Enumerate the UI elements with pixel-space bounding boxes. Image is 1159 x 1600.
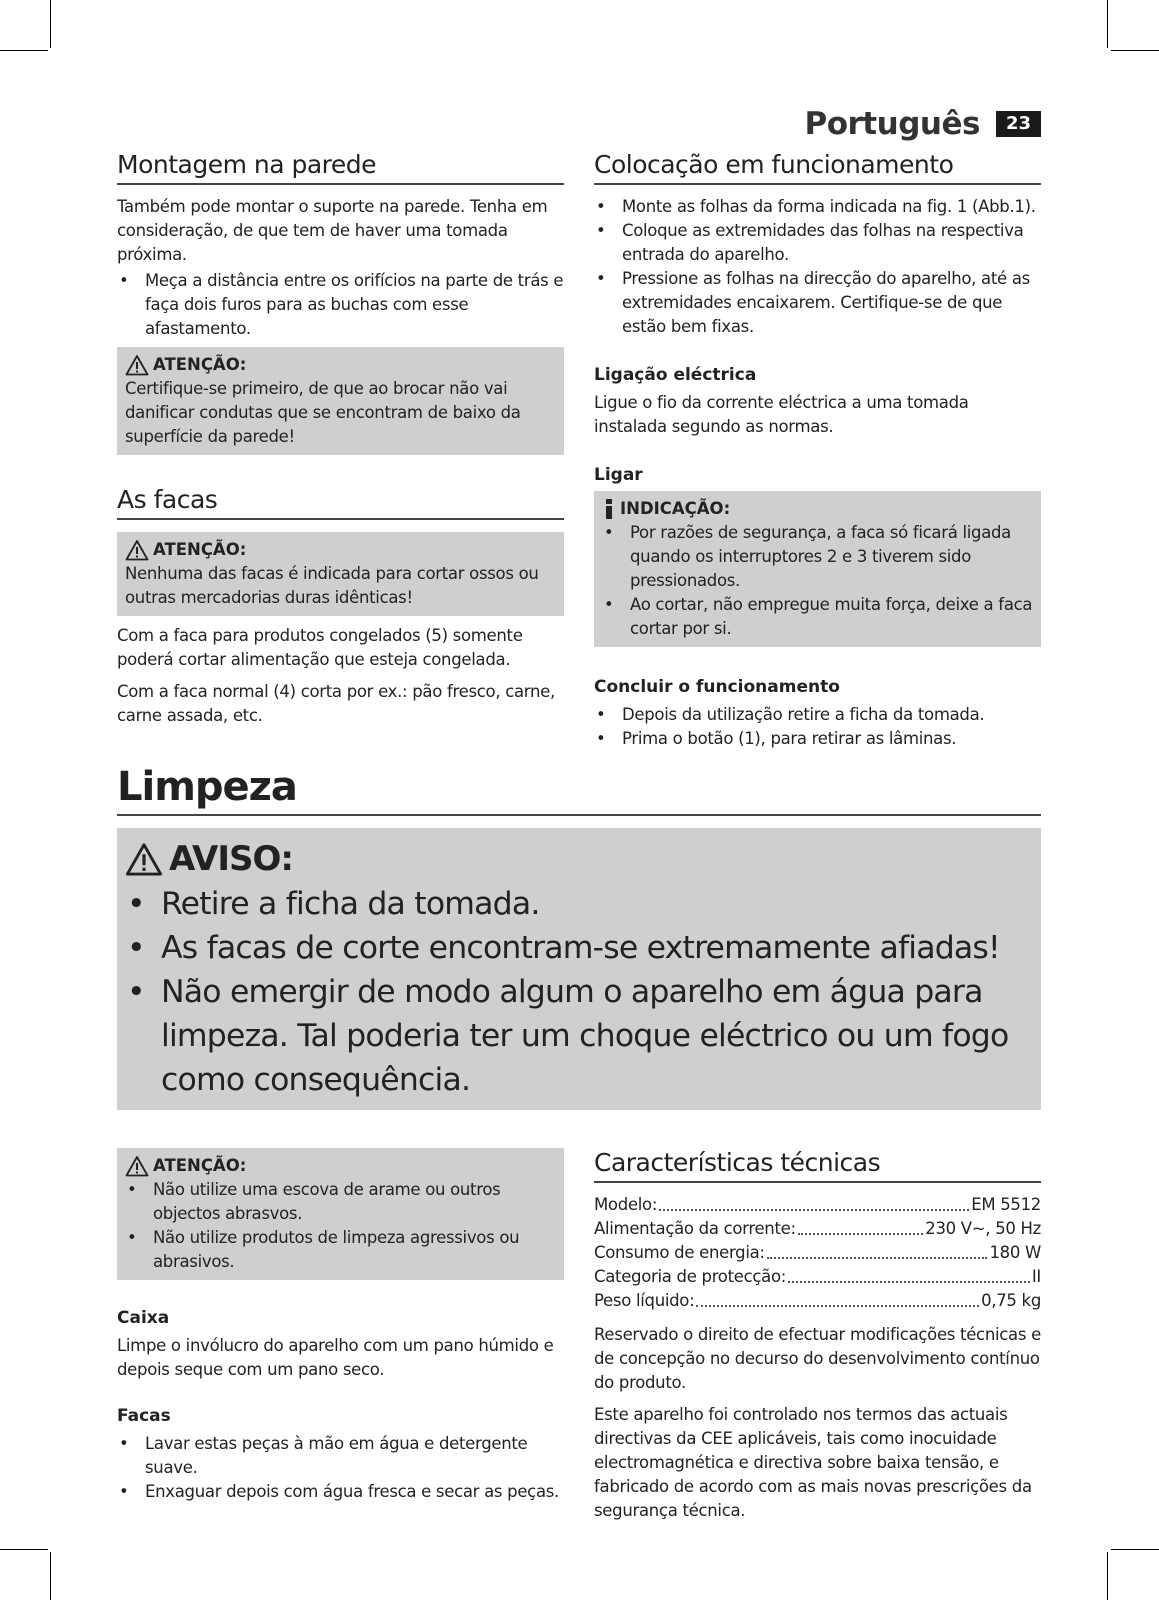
warning-triangle-icon	[125, 1155, 149, 1177]
list-item: • Meça a distância entre os orifícios na parte de trás e faça dois furos para as buchas com esse afastamento.	[117, 269, 564, 341]
warning-triangle-icon	[125, 354, 149, 376]
warning-text: Certifique-se primeiro, de que ao brocar não vai danificar condutas que se encontram de baixo da superfície da parede!	[125, 379, 521, 446]
spec-label: Modelo:	[594, 1195, 658, 1214]
spec-row	[594, 1265, 1041, 1289]
warning-label: ATENÇÃO:	[153, 540, 247, 559]
aviso-label: AVISO:	[169, 839, 293, 879]
list-item: • Pressione as folhas na direcção do aparelho, até as extremidades encaixarem. Certifique-se de que estão bem fixas.	[594, 267, 1041, 339]
spec-label: Peso líquido:	[594, 1291, 695, 1310]
warning-label: ATENÇÃO:	[153, 355, 247, 374]
aviso-title	[125, 836, 1031, 882]
spec-label: Alimentação da corrente:	[594, 1219, 796, 1238]
section-title-specs: Características técnicas	[594, 1148, 1041, 1183]
finish-list	[594, 703, 1041, 751]
list-item: • Não utilize produtos de limpeza agressivos ou abrasivos.	[125, 1226, 556, 1274]
list-item: • Lavar estas peças à mão em água e detergente suave.	[117, 1432, 564, 1480]
list-item: • Prima o botão (1), para retirar as lâminas.	[594, 727, 1041, 751]
list-item: • Enxaguar depois com água fresca e secar as peças.	[117, 1480, 564, 1504]
page-number: 23	[996, 111, 1041, 137]
warning-triangle-icon	[125, 841, 163, 877]
list-item: • Não utilize uma escova de arame ou outros objectos abrasvos.	[125, 1178, 556, 1226]
spec-row	[594, 1289, 1041, 1313]
warning-box-wall	[117, 347, 564, 455]
housing-text: Limpe o invólucro do aparelho com um pano húmido e depois seque com um pano seco.	[117, 1336, 554, 1379]
language-title: Português	[804, 106, 980, 142]
crop-mark	[50, 0, 51, 48]
list-item: • Monte as folhas da forma indicada na fig. 1 (Abb.1).	[594, 195, 1041, 219]
warning-title	[125, 538, 556, 562]
list-item: • Retire a ficha da tomada.	[125, 882, 1031, 926]
spec-row	[594, 1241, 1041, 1265]
section-title-wall-mount: Montagem na parede	[117, 150, 564, 185]
note-title	[602, 497, 1033, 521]
warning-box-knives	[117, 532, 564, 616]
spec-label: Consumo de energia:	[594, 1243, 765, 1262]
operation-list	[594, 195, 1041, 339]
aviso-box	[117, 828, 1041, 1110]
crop-mark	[1111, 1549, 1159, 1550]
list-item: • Por razões de segurança, a faca só ficará ligada quando os interruptores 2 e 3 tiverem sido pressionados.	[602, 521, 1033, 593]
specs-paragraph-1: Reservado o direito de efectuar modificações técnicas e de concepção no decurso do desenvolvimento contínuo do produto.	[594, 1325, 1041, 1392]
right-top-column	[594, 150, 1041, 751]
knives-paragraph-1: Com a faca para produtos congelados (5) somente poderá cortar alimentação que esteja congelada.	[117, 626, 523, 669]
crop-mark	[1111, 50, 1159, 51]
spec-value: II	[1031, 1267, 1041, 1286]
crop-mark	[1107, 0, 1108, 48]
spec-value: 0,75 kg	[981, 1291, 1041, 1310]
spec-row	[594, 1193, 1041, 1217]
wall-mount-intro: Também pode montar o suporte na parede. Tenha em consideração, de que tem de haver uma tomada próxima.	[117, 197, 548, 264]
list-item: • Coloque as extremidades das folhas na respectiva entrada do aparelho.	[594, 219, 1041, 267]
list-item: • Depois da utilização retire a ficha da tomada.	[594, 703, 1041, 727]
left-top-column	[117, 150, 564, 728]
subsection-title-switch-on: Ligar	[594, 465, 643, 485]
knives-paragraph-2: Com a faca normal (4) corta por ex.: pão fresco, carne, carne assada, etc.	[117, 682, 555, 725]
warning-list	[125, 1178, 556, 1274]
specs-table	[594, 1193, 1041, 1313]
crop-mark	[50, 1552, 51, 1600]
wall-mount-list	[117, 269, 564, 341]
section-title-operation: Colocação em funcionamento	[594, 150, 1041, 185]
warning-title	[125, 1154, 556, 1178]
spec-value: 180 W	[989, 1243, 1041, 1262]
note-list	[602, 521, 1033, 641]
warning-text: Nenhuma das facas é indicada para cortar ossos ou outras mercadorias duras idênticas!	[125, 564, 539, 607]
warning-box-cleaning	[117, 1148, 564, 1280]
warning-title	[125, 353, 556, 377]
section-title-cleaning: Limpeza	[117, 764, 1041, 816]
note-box	[594, 491, 1041, 647]
section-title-knives: As facas	[117, 485, 564, 520]
spec-value: 230 V~, 50 Hz	[925, 1219, 1041, 1238]
spec-row	[594, 1217, 1041, 1241]
subsection-title-electrical: Ligação eléctrica	[594, 365, 757, 385]
list-item: • Não emergir de modo algum o aparelho em água para limpeza. Tal poderia ter um choque eléctrico ou um fogo como consequência.	[125, 970, 1031, 1102]
info-icon	[602, 498, 616, 520]
page-header	[805, 104, 1042, 144]
right-bottom-column	[594, 1148, 1041, 1523]
subsection-title-housing: Caixa	[117, 1308, 170, 1328]
list-item: • Ao cortar, não empregue muita força, deixe a faca cortar por si.	[602, 593, 1033, 641]
aviso-list	[125, 882, 1031, 1102]
subsection-title-finish: Concluir o funcionamento	[594, 677, 840, 697]
specs-paragraph-2: Este aparelho foi controlado nos termos das actuais directivas da CEE aplicáveis, tais como inocuidade electromagnética e directiva sobre baixa tensão, e fabricado de acordo com as mais novas prescrições da segurança técnica.	[594, 1405, 1032, 1520]
left-bottom-column	[117, 1148, 564, 1504]
cleaning-section	[117, 764, 1041, 1110]
spec-value: EM 5512	[971, 1195, 1041, 1214]
electrical-text: Ligue o fio da corrente eléctrica a uma tomada instalada segundo as normas.	[594, 393, 969, 436]
list-item: • As facas de corte encontram-se extremamente afiadas!	[125, 926, 1031, 970]
spec-label: Categoria de protecção:	[594, 1267, 787, 1286]
note-label: INDICAÇÃO:	[620, 499, 731, 518]
warning-label: ATENÇÃO:	[153, 1156, 247, 1175]
knives-cleaning-list	[117, 1432, 564, 1504]
crop-mark	[1107, 1552, 1108, 1600]
crop-mark	[0, 1549, 48, 1550]
subsection-title-knives-cleaning: Facas	[117, 1406, 171, 1426]
warning-triangle-icon	[125, 539, 149, 561]
crop-mark	[0, 50, 48, 51]
